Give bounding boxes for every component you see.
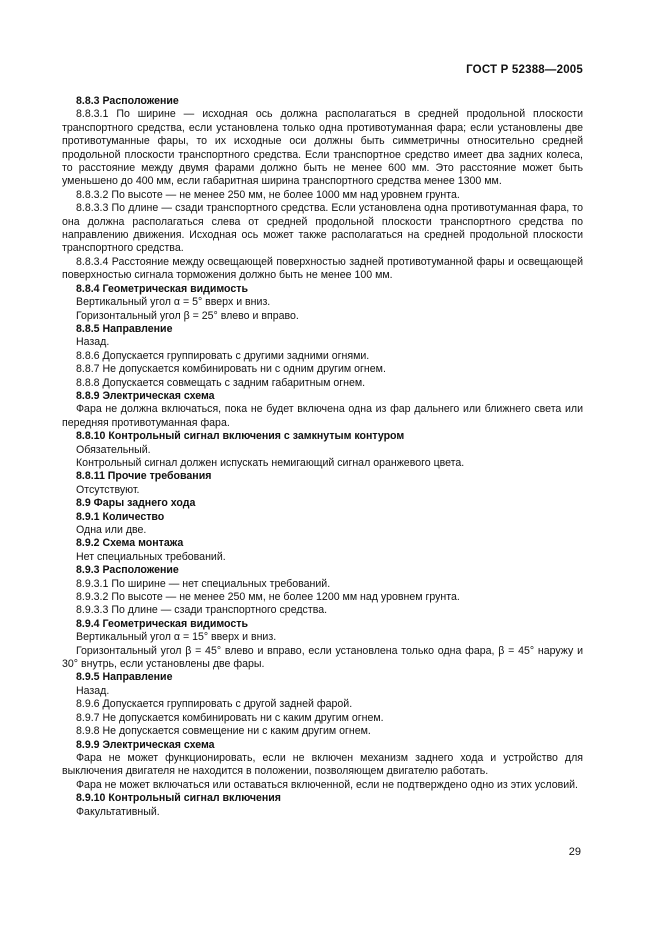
document-body: [62, 95, 583, 819]
document-header: ГОСТ Р 52388—2005: [466, 64, 583, 76]
paragraph: Отсутствуют.: [76, 483, 140, 496]
paragraph: Обязательный.: [76, 443, 151, 456]
paragraph: Назад.: [76, 684, 110, 697]
paragraph: Горизонтальный угол β = 45° влево и вправо, если установлена только одна фара, β = 45° наружу и 30° внутрь, если установлены две фары.: [62, 644, 583, 671]
paragraph: 8.8.6 Допускается группировать с другими задними огнями.: [76, 349, 370, 362]
paragraph: Вертикальный угол α = 5° вверх и вниз.: [76, 296, 271, 309]
section-heading: 8.9.2 Схема монтажа: [76, 537, 184, 550]
paragraph: 8.8.3.3 По длине — сзади транспортного средства. Если установлена одна противотуманная фара, то она должна располагаться слева от средней продольной плоскости транспортного средства по направлению движения. Исходная ось может также располагаться на средней продольной плоскости транспортного средства.: [62, 202, 583, 255]
section-heading: 8.8.10 Контрольный сигнал включения с замкнутым контуром: [76, 430, 405, 443]
section-heading: 8.9.5 Направление: [76, 671, 173, 684]
paragraph: 8.9.7 Не допускается комбинировать ни с каким другим огнем.: [76, 711, 384, 724]
section-heading: 8.8.9 Электрическая схема: [76, 389, 215, 402]
section-heading: 8.9.9 Электрическая схема: [76, 738, 215, 751]
section-heading: 8.9 Фары заднего хода: [76, 497, 196, 510]
paragraph: 8.9.3.3 По длине — сзади транспортного средства.: [76, 604, 328, 617]
section-heading: 8.8.11 Прочие требования: [76, 470, 212, 483]
paragraph: 8.9.6 Допускается группировать с другой задней фарой.: [76, 698, 353, 711]
paragraph: 8.9.3.1 По ширине — нет специальных требований.: [76, 577, 331, 590]
paragraph: Фара не может функционировать, если не включен механизм заднего хода и устройство для выключения двигателя не находится в положении, позволяющем двигателю работать.: [62, 751, 583, 778]
paragraph: 8.8.7 Не допускается комбинировать ни с одним другим огнем.: [76, 363, 386, 376]
paragraph: 8.8.3.4 Расстояние между освещающей поверхностью задней противотуманной фары и освещающей поверхностью сигнала торможения должно быть не менее 100 мм.: [62, 255, 583, 282]
section-heading: 8.8.4 Геометрическая видимость: [76, 282, 248, 295]
paragraph: Фара не должна включаться, пока не будет включена одна из фар дальнего или ближнего света или передняя противотуманная фара.: [62, 403, 583, 429]
section-heading: 8.9.10 Контрольный сигнал включения: [76, 792, 281, 805]
section-heading: 8.8.5 Направление: [76, 322, 173, 335]
paragraph: 8.8.8 Допускается совмещать с задним габаритным огнем.: [76, 376, 366, 389]
paragraph: 8.8.3.1 По ширине — исходная ось должна располагаться в средней продольной плоскости транспортного средства, если установлена только одна противотуманная фара; если установлены две противотуманные фары, то их исходные оси должны быть симметричны относительно средней продольной плоскости транспортного средства. Если транспортное средство имеет два задних колеса, то расстояние между двумя фарами должно быть не менее 600 мм. Это расстояние может быть уменьшено до 400 мм, если габаритная ширина транспортного средства менее 1300 мм.: [62, 108, 583, 188]
paragraph: Факультативный.: [76, 805, 160, 818]
paragraph: Вертикальный угол α = 15° вверх и вниз.: [76, 631, 277, 644]
section-heading: 8.9.3 Расположение: [76, 564, 179, 577]
paragraph: Одна или две.: [76, 524, 147, 536]
paragraph: 8.9.3.2 По высоте — не менее 250 мм, не более 1200 мм над уровнем грунта.: [76, 591, 460, 604]
section-heading: 8.9.1 Количество: [76, 510, 165, 523]
section-heading: 8.9.4 Геометрическая видимость: [76, 617, 248, 630]
paragraph: 8.8.3.2 По высоте — не менее 250 мм, не более 1000 мм над уровнем грунта.: [76, 188, 460, 201]
section-heading: 8.8.3 Расположение: [76, 95, 179, 107]
paragraph: Назад.: [76, 336, 110, 349]
paragraph: Нет специальных требований.: [76, 550, 226, 563]
paragraph: Фара не может включаться или оставаться включенной, если не подтверждено одно из этих условий.: [76, 778, 578, 791]
paragraph: 8.9.8 Не допускается совмещение ни с каким другим огнем.: [76, 725, 371, 738]
paragraph: Горизонтальный угол β = 25° влево и вправо.: [76, 309, 299, 322]
paragraph: Контрольный сигнал должен испускать немигающий сигнал оранжевого цвета.: [76, 456, 465, 469]
page-number: 29: [568, 846, 581, 858]
